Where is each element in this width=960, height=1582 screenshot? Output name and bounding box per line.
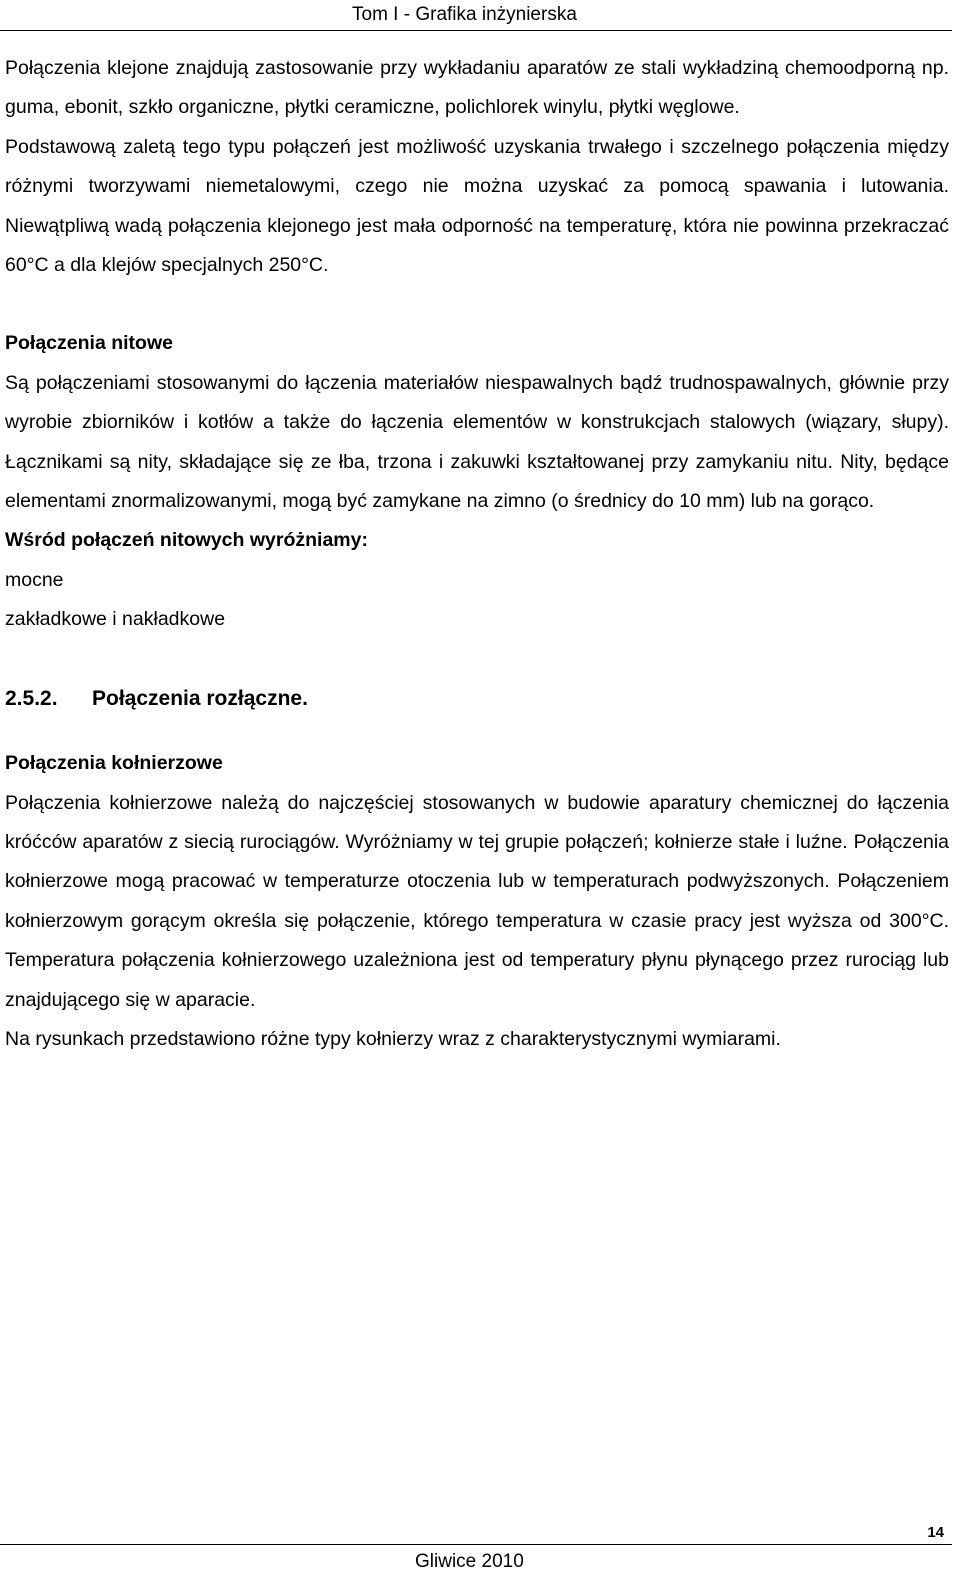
page-header — [0, 0, 952, 31]
section-number: 2.5.2. — [5, 686, 58, 710]
heading-rivet-types: Wśród połączeń nitowych wyróżniamy: — [5, 529, 368, 552]
page-number: 14 — [927, 1524, 944, 1541]
paragraph-adhesive-applications: Połączenia klejone znajdują zastosowanie przy wykładaniu aparatów ze stali wykładziną chemoodporną np. guma, ebonit, szkło organiczne, płytki ceramiczne, polichlorek winylu, płytki węglowe. — [5, 57, 949, 119]
heading-rivet-joints: Połączenia nitowe — [5, 332, 173, 355]
list-item-rivet-type: mocne — [5, 568, 64, 591]
heading-flange-joints: Połączenia kołnierzowe — [5, 752, 223, 775]
spacer — [5, 640, 949, 679]
paragraph-rivet-description: Są połączeniami stosowanymi do łączenia materiałów niespawalnych bądź trudnospawalnych, głównie przy wyrobie zbiorników i kotłów a także do łączenia elementów w konstrukcjach stalowych (wiązary, słupy). Łącznikami są nity, składające się ze łba, trzona i zakuwki kształtowanej przy zamykaniu nitu. Nity, będące elementami znormalizowanymi, mogą być zamykane na zimno (o średnicy do 10 mm) lub na gorąco. — [5, 371, 949, 513]
spacer — [5, 285, 949, 324]
page-content — [5, 49, 949, 1059]
header-title: Tom I - Grafika inżynierska — [352, 4, 577, 25]
list-item-rivet-type: zakładkowe i nakładkowe — [5, 608, 226, 631]
paragraph-flange-figures: Na rysunkach przedstawiono różne typy kołnierzy wraz z charakterystycznymi wymiarami. — [5, 1027, 781, 1050]
section-title: Połączenia rozłączne. — [92, 686, 308, 710]
spacer — [5, 718, 949, 744]
paragraph-adhesive-properties: Podstawową zaletą tego typu połączeń jest możliwość uzyskania trwałego i szczelnego połączenia między różnymi tworzywami niemetalowymi, czego nie można uzyskać za pomocą spawania i lutowania. Niewątpliwą wadą połączenia klejonego jest mała odporność na temperaturę, która nie powinna przekraczać 60°C a dla klejów specjalnych 250°C. — [5, 135, 949, 277]
paragraph-flange-description: Połączenia kołnierzowe należą do najczęściej stosowanych w budowie aparatury chemicznej do łączenia króćców aparatów z siecią rurociągów. Wyróżniamy w tej grupie połączeń; kołnierze stałe i luźne. Połączenia kołnierzowe mogą pracować w temperaturze otoczenia lub w temperaturach podwyższonych. Połączeniem kołnierzowym gorącym określa się połączenie, którego temperatura w czasie pracy jest wyższa od 300°C. Temperatura połączenia kołnierzowego uzależniona jest od temperatury płynu płynącego przez rurociąg lub znajdującego się w aparacie. — [5, 791, 949, 1011]
page-footer — [0, 1524, 952, 1582]
section-heading — [5, 679, 949, 718]
footer-text: Gliwice 2010 — [415, 1551, 524, 1572]
